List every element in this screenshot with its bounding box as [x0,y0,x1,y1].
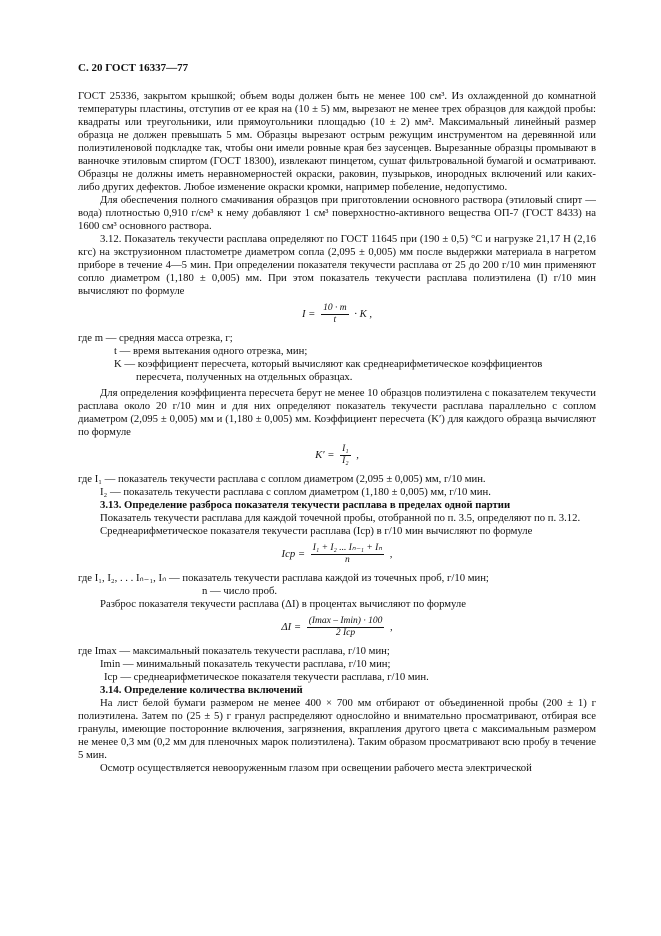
formula-numerator: I₁ + I₂ ... Iₙ₋₁ + Iₙ [312,543,383,553]
formula-lhs: Iср = [281,547,306,560]
def-m: где m — средняя масса отрезка, г; [78,332,233,344]
formula-numerator: 10 · m [323,303,347,313]
section-3-13-heading: 3.13. Определение разброса показателя текучести расплава в пределах одной партии [100,499,511,511]
def-imax: где Imax — максимальный показатель текучести расплава, г/10 мин; [78,645,390,657]
formula-fraction [311,543,384,566]
formula-coef [78,444,596,467]
paragraph-spread: Разброс показателя текучести расплава (ΔI) в процентах вычисляют по формуле [100,598,467,610]
def-t: t — время вытекания одного отрезка, мин; [114,345,308,357]
formula-lhs: ΔI = [281,620,302,633]
formula-fraction [340,444,350,467]
document-page [78,62,596,775]
def-imin: Imin — минимальный показатель текучести расплава, г/10 мин; [100,658,391,670]
def-i1: где I₁ — показатель текучести расплава с соплом диаметром (2,095 ± 0,005) мм, г/10 мин. [78,473,486,485]
def-k: K — коэффициент пересчета, который вычисляют как среднеарифметическое коэффициентов [114,358,543,370]
formula-denominator: 2 Iср [335,628,356,638]
def-n: n — число проб. [202,585,278,597]
formula-denominator: I₂ [342,456,349,466]
formula-lhs: I = [301,307,316,320]
formula-fraction [307,616,385,639]
paragraph-1: ГОСТ 25336, закрытом крышкой; объем воды должен быть не менее 100 см³. Из охлажденной до комнатной температуры пластины, отступив от ее края на (10 ± 5) мм, вырезают не менее трех образцов для каждой пробы: квадраты или треугольники, или прямоугольники площадью (10 ± 2) мм². Максимальный линейный размер образца не должен превышать 5 мм. Образцы вырезают острым режущим инструментом на деревянной или полиэтиленовой подкладке так, чтобы они имели ровные края без заусенцев. Вырезанные образцы промывают в ванночке этиловым спиртом (ГОСТ 18300), извлекают пинцетом, сушат фильтровальной бумагой и осматривают. Образцы не должны иметь неравномерностей окраски, раковин, пузырьков, инородных включений или каких-либо других дефектов. Любое изменение окраски кромки, например побеление, недопустимо. [78,90,596,193]
definitions-3 [78,572,596,598]
definitions-1 [78,332,596,384]
formula-rhs: , [389,547,393,560]
formula-fraction [321,303,349,326]
formula-melt-index [78,303,596,326]
formula-numerator: I₁ [342,444,349,454]
formula-rhs: · K , [354,307,373,320]
paragraph-3-12: 3.12. Показатель текучести расплава определяют по ГОСТ 11645 при (190 ± 0,5) °С и нагрузке 21,17 Н (2,16 кгс) на экструзионном пластометре диаметром сопла (2,095 ± 0,005) мм после выдержки материала в нагретом приборе в течение 4—5 мин. При определении показателя текучести расплава от 25 до 200 г/10 мин применяют сопло диаметром (1,180 ± 0,005) мм. При этом показатель текучести расплава полиэтилена (I) г/10 мин вычисляют по формуле [78,233,596,297]
paragraph-inspection: Осмотр осуществляется невооруженным глазом при освещении рабочего места электрической [100,762,532,774]
paragraph-2: Для обеспечения полного смачивания образцов при приготовлении основного раствора (этиловый спирт — вода) плотностью 0,910 г/см³ к нему добавляют 1 см³ поверхностно-активного вещества ОП-7 (ГОСТ 8433) на 1600 см³ основного раствора. [78,194,596,232]
def-k-cont: пересчета, полученных на отдельных образцах. [136,371,353,383]
formula-lhs: K′ = [315,448,335,461]
formula-denominator: t [333,315,337,325]
section-3-14-heading: 3.14. Определение количества включений [100,684,303,696]
def-icp: Iср — среднеарифметическое показателя текучести расплава, г/10 мин. [104,671,429,683]
paragraph-3-14: На лист белой бумаги размером не менее 400 × 700 мм отбирают от объединенной пробы (200 ± 1) г полиэтилена. Затем по (25 ± 5) г гранул распределяют однослойно и внимательно просматривают, отбирая все гранулы, имеющие посторонние включения, загрязнения, вкрапления другого цвета с максимальным размером не менее 0,3 мм (0,2 мм для пленочных марок полиэтилена). Таким образом просматривают всю пробу в течение 5 мин. [78,697,596,761]
definitions-2 [78,473,596,499]
definitions-4 [78,645,596,684]
page-header: С. 20 ГОСТ 16337—77 [78,62,189,74]
formula-rhs: , [390,620,393,633]
def-in: где I₁, I₂, . . . Iₙ₋₁, Iₙ — показатель текучести расплава каждой из точечных проб, г/10 мин; [78,572,489,584]
formula-spread [78,616,596,639]
paragraph-3-13: Показатель текучести расплава для каждой точечной пробы, отобранной по п. 3.5, определяют по п. 3.12. [100,512,581,524]
paragraph-mean: Среднеарифметическое показателя текучести расплава (Iср) в г/10 мин вычисляют по формуле [100,525,533,537]
formula-numerator: (Imax – Imin) · 100 [308,616,383,626]
def-i2: I₂ — показатель текучести расплава с соплом диаметром (1,180 ± 0,005) мм, г/10 мин. [100,486,491,498]
formula-rhs: , [356,448,359,461]
paragraph-coef: Для определения коэффициента пересчета берут не менее 10 образцов полиэтилена с показателем текучести расплава около 20 г/10 мин и для них определяют показатель текучести расплава параллельно с соплом диаметром (2,095 ± 0,005) мм и (1,180 ± 0,005) мм. Коэффициент пересчета (K′) для каждого образца вычисляют по формуле [78,387,596,438]
formula-denominator: n [345,555,350,565]
formula-mean [78,543,596,566]
